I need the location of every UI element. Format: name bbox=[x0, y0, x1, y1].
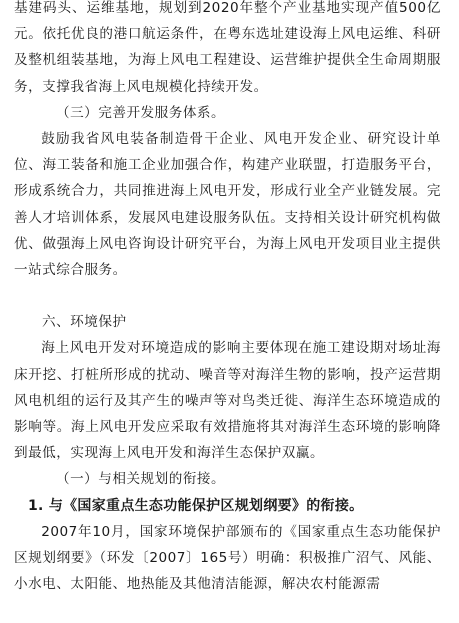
paragraph-environment: 海上风电开发对环境造成的影响主要体现在施工建设期对场址海床开挖、打桩所形成的扰动、噪音等对海洋生物的影响，投产运营期风电机组的运行及其产生的噪声等对鸟类迁徙、海洋生态环境造成的影响等。海上风电开发应采取有效措施将其对海洋生态环境的影响降到最低，实现海上风电开发和海洋生态保护双赢。 bbox=[14, 340, 441, 462]
paragraph-plan: 2007年10月，国家环境保护部颁布的《国家重点生态功能保护区规划纲要》（环发〔2007〕165号）明确：积极推广沼气、风能、小水电、太阳能、地热能及其他清洁能源，解决农村能源需 bbox=[14, 523, 441, 593]
paragraph-service-system: 鼓励我省风电装备制造骨干企业、风电开发企业、研究设计单位、海工装备和施工企业加强合作，构建产业联盟，打造服务平台，形成系统合力，共同推进海上风电开发，形成行业全产业链发展。完善人才培训体系，发展风电建设服务队伍。支持相关设计研究机构做优、做强海上风电咨询设计研究平台，为海上风电开发项目业主提供一站式综合服务。 bbox=[14, 131, 441, 279]
paragraph-continuation: 基建码头、运维基地，规划到2020年整个产业基地实现产值500亿元。依托优良的港口航运条件，在粤东选址建设海上风电运维、科研及整机组装基地，为海上风电工程建设、运营维护提供全生命周期服务，支撑我省海上风电规模化持续开发。 bbox=[14, 0, 441, 95]
paragraph-spacer bbox=[14, 283, 441, 309]
section-heading-6: 六、环境保护 bbox=[42, 314, 127, 331]
section-heading-6-1: （一）与相关规划的衔接。 bbox=[56, 471, 226, 488]
section-heading-3: （三）完善开发服务体系。 bbox=[56, 104, 226, 121]
section-heading-bold-1: 1. 与《国家重点生态功能保护区规划纲要》的衔接。 bbox=[28, 497, 364, 514]
